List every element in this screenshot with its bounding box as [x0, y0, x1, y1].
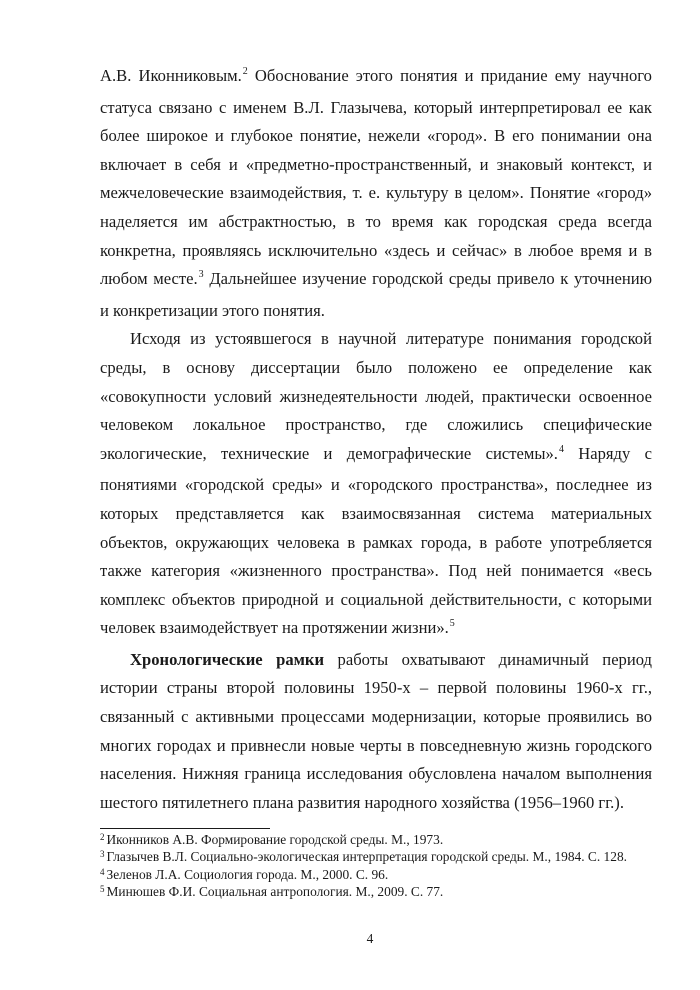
footnote-ref-5: 5: [449, 618, 455, 630]
footnote-text: Минюшев Ф.И. Социальная антропология. М., 2009. С. 77.: [106, 884, 444, 900]
paragraph-3: [100, 646, 652, 818]
paragraph-text: работы охватывают динамичный период истории страны второй половины 1950-х – первой половины 1960-х гг., связанный с активными процессами модернизации, которые проявились во многих городах и привнесли новые черты в повседневную жизнь городского населения. Нижняя граница исследования обусловлена началом выполнения шестого пятилетнего плана развития народного хозяйства (1956–1960 гг.).: [100, 649, 652, 812]
footnote-3: [100, 849, 652, 866]
paragraph-1: [100, 62, 652, 325]
footnote-text: Зеленов Л.А. Социология города. М., 2000. С. 96.: [106, 866, 389, 882]
paragraph-text: Дальнейшее изучение городской среды привело к уточнению и конкретизации этого понятия.: [100, 269, 652, 320]
paragraph-text: А.В. Иконниковым.: [100, 66, 242, 85]
footnote-ref-4: 4: [558, 443, 564, 455]
footnote-number: 3: [100, 849, 105, 860]
footnote-number: 5: [100, 884, 105, 895]
footnote-2: [100, 832, 652, 849]
footnote-number: 4: [100, 866, 105, 877]
footnote-4: [100, 867, 652, 884]
footnote-ref-2: 2: [242, 66, 248, 77]
paragraph-text: Обоснование этого понятия и придание ему научного статуса связано с именем В.Л. Глазычева, который интерпретировал ее как более широкое и глубокое понятие, нежели «город». В его понимании она включает в себя и «предметно-пространственный, и знаковый контекст, и межчеловеческие взаимодействия, т. е. культуру в целом». Понятие «город» наделяется им абстрактностью, в то время как городская среда всегда конкретна, проявляясь исключительно «здесь и сейчас» в любое время и в любом месте.: [100, 66, 652, 289]
footnote-text: Глазычев В.Л. Социально-экологическая интерпретация городской среды. М., 1984. С. 128.: [106, 849, 627, 865]
bold-term: Хронологические рамки: [130, 649, 325, 669]
page-number: 4: [366, 931, 374, 946]
paragraph-text: Наряду с понятиями «городской среды» и «городского пространства», последнее из которых представляется как взаимосвязанная система материальных объектов, окружающих человека в рамках города, в работе употребляется также категория «жизненного пространства». Под ней понимается «весь комплекс объектов природной и социальной действительности, с которыми человек взаимодействует на протяжении жизни».: [100, 443, 652, 638]
footnote-5: [100, 884, 652, 901]
footnote-text: Иконников А.В. Формирование городской среды. М., 1973.: [106, 832, 444, 847]
footnote-ref-3: 3: [198, 269, 204, 281]
paragraph-text: Исходя из устоявшегося в научной литературе понимания городской среды, в основу диссертации было положено ее определение как «совокупности условий жизнедеятельности людей, практически освоенное человеком локальное пространство, где сложились специфические экологические, технические и демографические системы».: [100, 329, 652, 463]
body-text: [100, 62, 652, 817]
footnote-separator: [100, 828, 270, 829]
footnotes: [100, 832, 652, 902]
footnote-number: 2: [100, 832, 105, 842]
paragraph-2: [100, 325, 652, 646]
